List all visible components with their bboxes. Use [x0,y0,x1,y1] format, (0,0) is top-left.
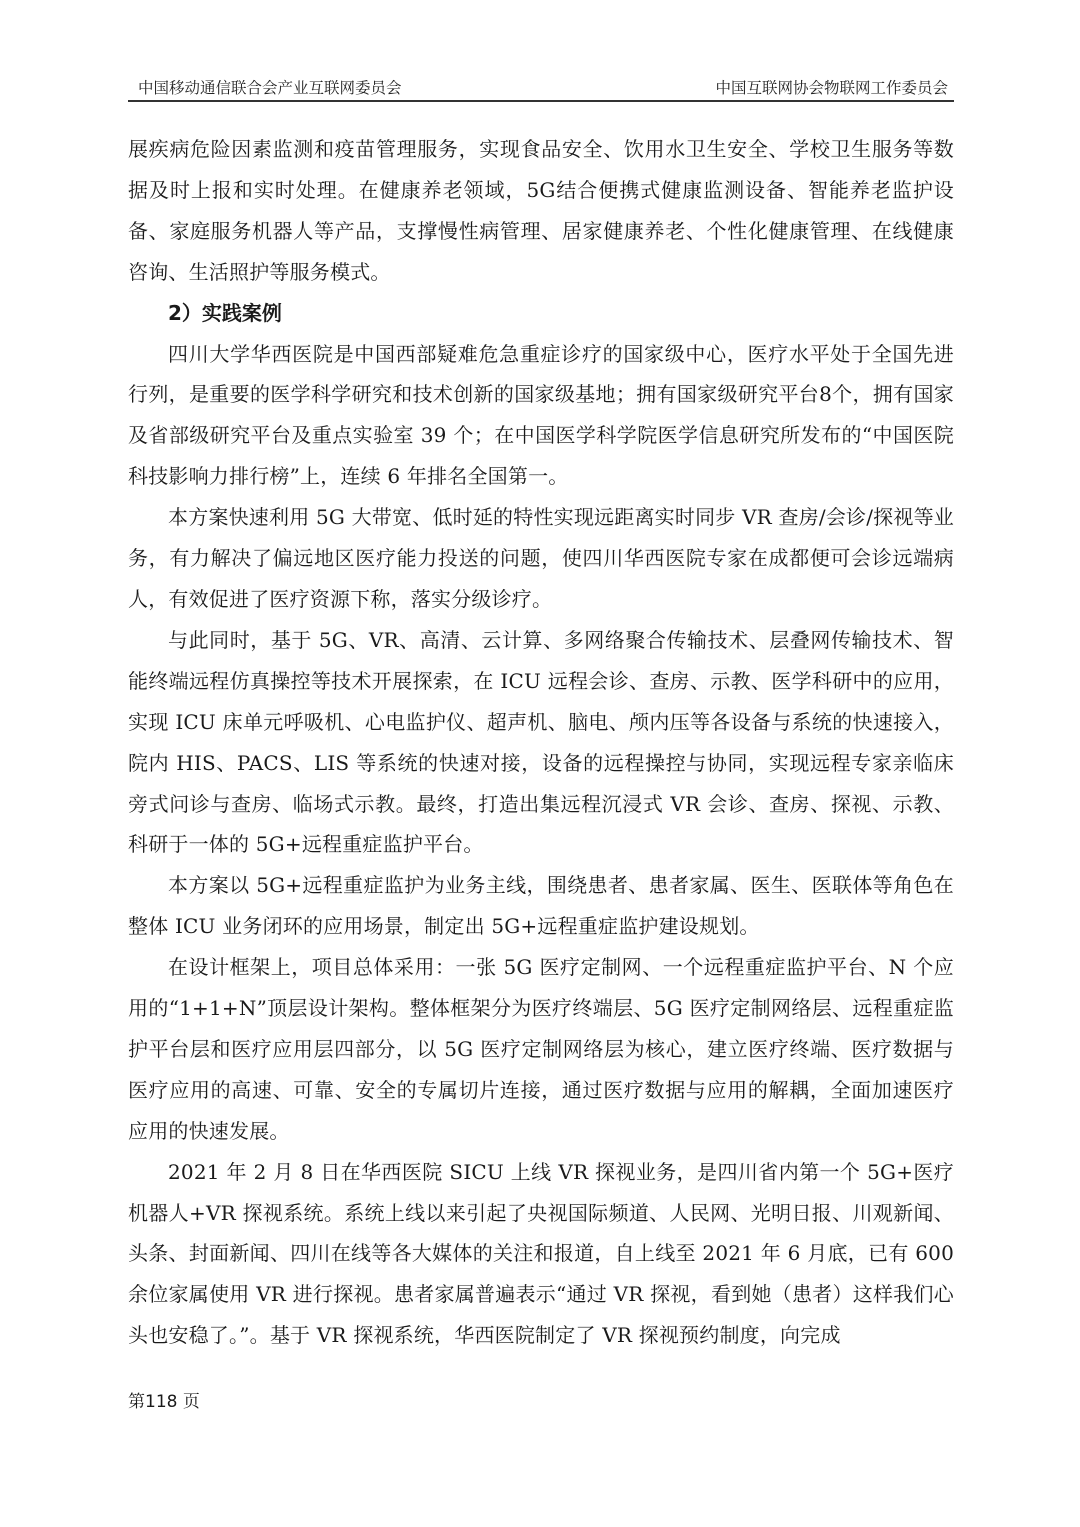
page-body [128,129,954,1356]
page-header [128,76,954,102]
paragraph-hospital-intro: 四川大学华西医院是中国西部疑难危急重症诊疗的国家级中心，医疗水平处于全国先进行列，是重要的医学科学研究和技术创新的国家级基地；拥有国家级研究平台8个，拥有国家及省部级研究平台及重点实验室 39 个；在中国医学科学院医学信息研究所发布的“中国医院科技影响力排行榜”上，连续 6 年排名全国第一。 [128,341,954,489]
page-number: 118 [145,1392,178,1412]
paragraph-vr-visit: 2021 年 2 月 8 日在华西医院 SICU 上线 VR 探视业务，是四川省内第一个 5G+医疗机器人+VR 探视系统。系统上线以来引起了央视国际频道、人民网、光明日报、川观新闻、头条、封面新闻、四川在线等各大媒体的关注和报道，自上线至 2021 年 6 月底，已有 600 余位家属使用 VR 进行探视。患者家属普遍表示“通过 VR 探视，看到她（患者）这样我们心头也安稳了。”。基于 VR 探视系统，华西医院制定了 VR 探视预约制度，向完成 [128,1159,954,1348]
header-left-org: 中国移动通信联合会产业互联网委员会 [138,79,402,97]
paragraph-technology: 与此同时，基于 5G、VR、高清、云计算、多网络聚合传输技术、层叠网传输技术、智能终端远程仿真操控等技术开展探索，在 ICU 远程会诊、查房、示教、医学科研中的应用，实现 ICU 床单元呼吸机、心电监护仪、超声机、脑电、颅内压等各设备与系统的快速接入，院内 HIS、PACS、LIS 等系统的快速对接，设备的远程操控与协同，实现远程专家亲临床旁式问诊与查房、临场式示教。最终，打造出集远程沉浸式 VR 会诊、查房、探视、示教、科研于一体的 5G+远程重症监护平台。 [128,627,954,857]
page-footer [128,1390,200,1414]
section-heading: 2）实践案例 [168,300,282,325]
header-right-org: 中国互联网协会物联网工作委员会 [715,79,948,97]
paragraph-solution-overview: 本方案快速利用 5G 大带宽、低时延的特性实现远距离实时同步 VR 查房/会诊/探视等业务，有力解决了偏远地区医疗能力投送的问题，使四川华西医院专家在成都便可会诊远端病人，有效促进了医疗资源下称，落实分级诊疗。 [128,505,954,611]
paragraph-continuation: 展疾病危险因素监测和疫苗管理服务，实现食品安全、饮用水卫生安全、学校卫生服务等数据及时上报和实时处理。在健康养老领域，5G结合便携式健康监测设备、智能养老监护设备、家庭服务机器人等产品，支撑慢性病管理、居家健康养老、个性化健康管理、在线健康咨询、生活照护等服务模式。 [128,137,954,284]
page-number-suffix: 页 [182,1392,200,1412]
page-number-prefix: 第 [128,1392,145,1412]
paragraph-business-line: 本方案以 5G+远程重症监护为业务主线，围绕患者、患者家属、医生、医联体等角色在整体 ICU 业务闭环的应用场景，制定出 5G+远程重症监护建设规划。 [128,873,954,939]
paragraph-design-framework: 在设计框架上，项目总体采用：一张 5G 医疗定制网、一个远程重症监护平台、N 个应用的“1+1+N”顶层设计架构。整体框架分为医疗终端层、5G 医疗定制网络层、远程重症监护平台层和医疗应用层四部分，以 5G 医疗定制网络层为核心，建立医疗终端、医疗数据与医疗应用的高速、可靠、安全的专属切片连接，通过医疗数据与应用的解耦，全面加速医疗应用的快速发展。 [128,955,954,1143]
